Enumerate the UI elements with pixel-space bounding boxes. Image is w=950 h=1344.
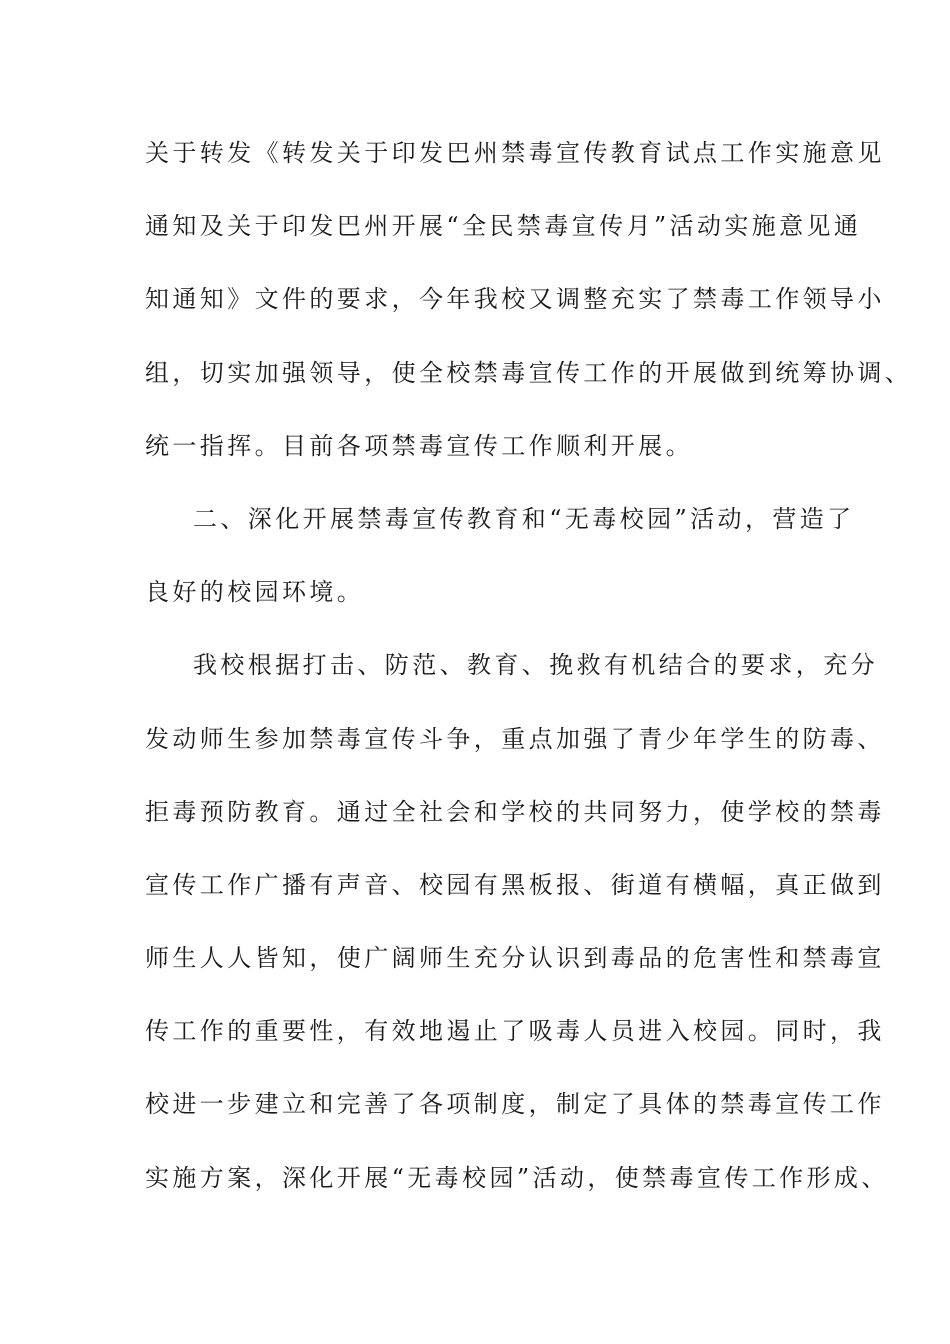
- text-line: 宣传工作广播有声音、校园有黑板报、街道有横幅，真正做到: [145, 870, 885, 899]
- document-body: [145, 130, 913, 1228]
- text-line: 实施方案，深化开展“无毒校园”活动，使禁毒宣传工作形成、: [145, 1163, 889, 1192]
- paragraph-3: [145, 642, 889, 1228]
- text-line: 传工作的重要性，有效地遏止了吸毒人员进入校园。同时，我: [145, 1017, 885, 1046]
- text-line: 良好的校园环境。: [145, 578, 365, 607]
- paragraph-1: [145, 130, 913, 496]
- text-line: 发动师生参加禁毒宣传斗争，重点加强了青少年学生的防毒、: [145, 724, 885, 753]
- text-line: 关于转发《转发关于印发巴州禁毒宣传教育试点工作实施意见: [145, 139, 885, 167]
- text-line: 拒毒预防教育。通过全社会和学校的共同努力，使学校的禁毒: [145, 797, 885, 826]
- text-line: 通知及关于印发巴州开展“全民禁毒宣传月”活动实施意见通: [145, 212, 862, 241]
- text-line: 师生人人皆知，使广阔师生充分认识到毒品的危害性和禁毒宣: [145, 944, 885, 973]
- paragraph-2-section-heading: [145, 496, 855, 642]
- text-line: 二、深化开展禁毒宣传教育和“无毒校园”活动，营造了: [193, 504, 855, 533]
- text-line: 组，切实加强领导，使全校禁毒宣传工作的开展做到统筹协调、: [145, 358, 913, 387]
- text-line: 知通知》文件的要求，今年我校又调整充实了禁毒工作领导小: [145, 285, 885, 314]
- text-line: 校进一步建立和完善了各项制度，制定了具体的禁毒宣传工作: [145, 1090, 885, 1119]
- text-line: 统一指挥。目前各项禁毒宣传工作顺利开展。: [145, 431, 693, 460]
- text-line: 我校根据打击、防范、教育、挽救有机结合的要求，充分: [193, 651, 878, 680]
